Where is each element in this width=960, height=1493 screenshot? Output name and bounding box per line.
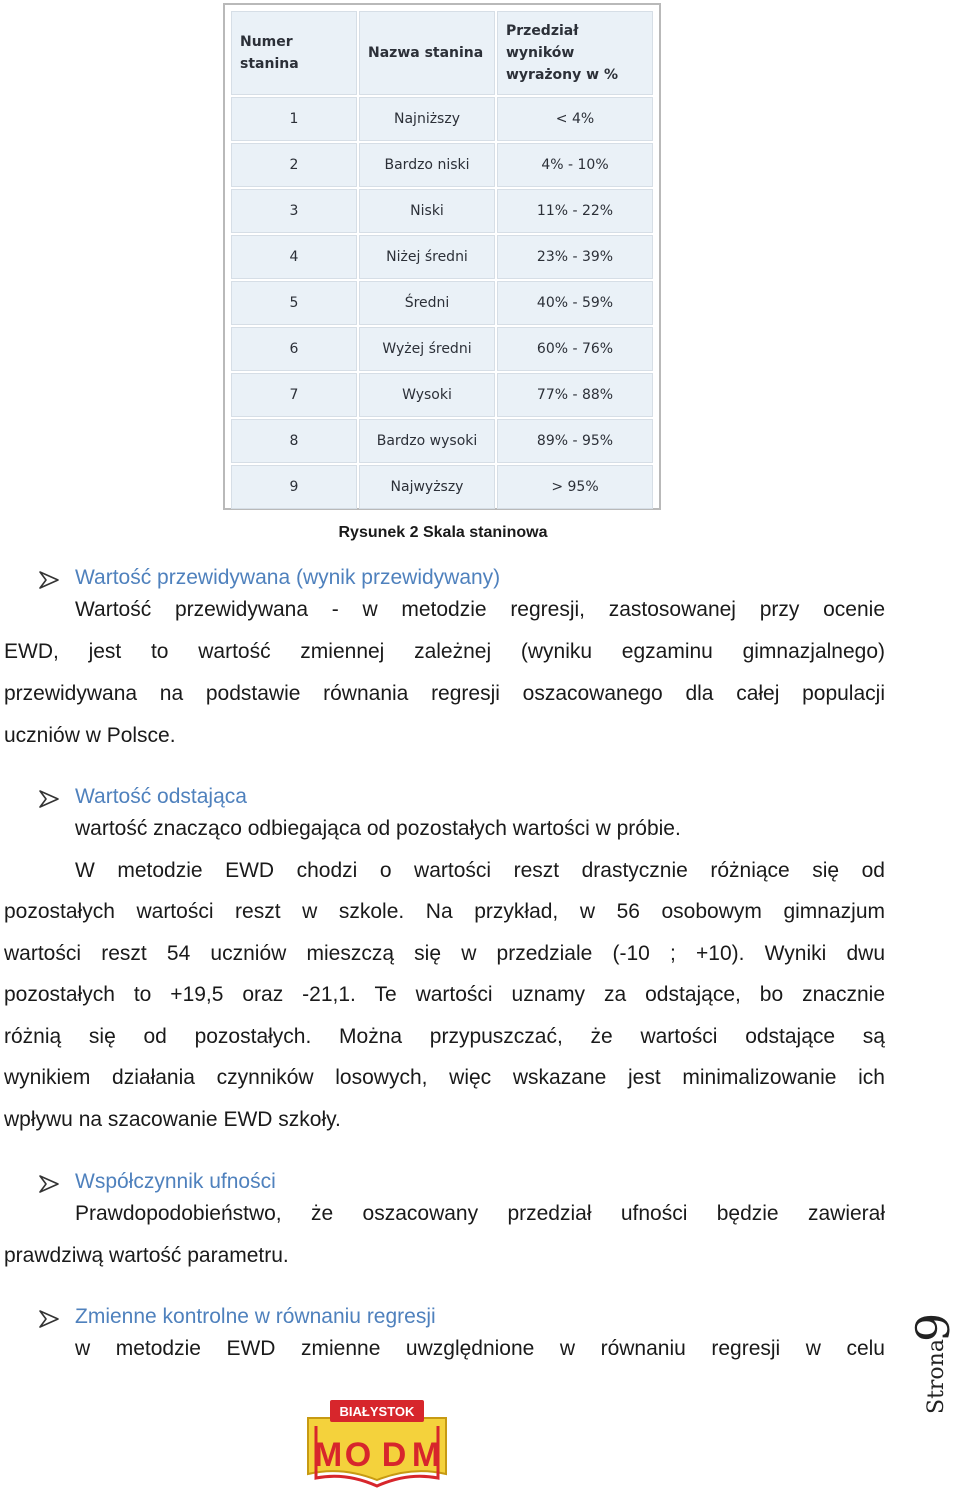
stanine-number: 6 [231,327,357,371]
score-range: 60% - 76% [497,327,653,371]
stanine-number: 5 [231,281,357,325]
table-row [231,419,653,463]
paragraph-line: wpływu na szacowanie EWD szkoły. [4,1108,341,1131]
table-row [231,465,653,509]
score-range: 11% - 22% [497,189,653,233]
paragraph-line: prawdziwą wartość parametru. [4,1244,289,1267]
paragraph-line: EWD, jest to wartość zmiennej zależnej (wyniku egzaminu gimnazjalnego) [4,640,885,663]
stanine-name: Niżej średni [359,235,495,279]
page-number: 9 [906,1312,960,1342]
arrow-bullet-icon [38,1174,62,1194]
section-heading: Wartość przewidywana (wynik przewidywany) [75,566,501,589]
paragraph-line: Wartość przewidywana - w metodzie regresji, zastosowanej przy ocenie [75,598,885,621]
paragraph-line: wynikiem działania czynników losowych, więc wskazane jest minimalizowanie ich [4,1066,885,1089]
header-stanine-number: Numer stanina [231,11,357,95]
table-row [231,327,653,371]
paragraph-line: wartości reszt 54 uczniów mieszczą się w przedziale (-10 ; +10). Wyniki dwu [4,942,885,965]
paragraph-line: uczniów w Polsce. [4,724,176,747]
stanine-name: Średni [359,281,495,325]
arrow-bullet-icon [38,789,62,809]
section-heading: Współczynnik ufności [75,1170,276,1193]
arrow-bullet-icon [38,1309,62,1329]
score-range: 40% - 59% [497,281,653,325]
score-range: 89% - 95% [497,419,653,463]
logo-top-text: BIAŁYSTOK [339,1404,415,1419]
page-number-marker [903,1290,960,1420]
stanine-number: 1 [231,97,357,141]
stanine-table [229,9,655,511]
paragraph-line: w metodzie EWD zmienne uwzględnione w równaniu regresji w celu [75,1337,885,1360]
stanine-table-figure [223,3,661,510]
logo-letter: M [411,1436,441,1474]
logo-letter: D [381,1436,407,1474]
stanine-name: Wysoki [359,373,495,417]
arrow-bullet-icon [38,570,62,590]
paragraph-line: Prawdopodobieństwo, że oszacowany przedział ufności będzie zawierał [75,1202,885,1225]
stanine-number: 4 [231,235,357,279]
table-row [231,143,653,187]
table-row [231,235,653,279]
paragraph-line: różnią się od pozostałych. Można przypuszczać, że wartości odstające są [4,1025,885,1048]
stanine-number: 2 [231,143,357,187]
logo-letter: M [313,1436,343,1474]
stanine-number: 9 [231,465,357,509]
table-header-row [231,11,653,95]
paragraph-line: pozostałych to +19,5 oraz -21,1. Te wartości uznamy za odstające, bo znacznie [4,983,885,1006]
table-row [231,281,653,325]
paragraph-line: przewidywana na podstawie równania regresji oszacowanego dla całej populacji [4,682,885,705]
table-row [231,373,653,417]
stanine-name: Najniższy [359,97,495,141]
stanine-number: 7 [231,373,357,417]
stanine-number: 3 [231,189,357,233]
stanine-name: Najwyższy [359,465,495,509]
header-score-range: Przedział wyników wyrażony w % [497,11,653,95]
score-range: 4% - 10% [497,143,653,187]
score-range: 77% - 88% [497,373,653,417]
figure-caption: Rysunek 2 Skala staninowa [338,524,548,541]
stanine-name: Bardzo niski [359,143,495,187]
score-range: < 4% [497,97,653,141]
section-heading: Wartość odstająca [75,785,247,808]
score-range: > 95% [497,465,653,509]
bialystok-modm-logo [302,1392,452,1490]
stanine-name: Bardzo wysoki [359,419,495,463]
paragraph-line: W metodzie EWD chodzi o wartości reszt drastycznie różniące się od [75,859,885,882]
paragraph-line: pozostałych wartości reszt w szkole. Na przykład, w 56 osobowym gimnazjum [4,900,885,923]
section-heading: Zmienne kontrolne w równaniu regresji [75,1305,436,1328]
table-row [231,189,653,233]
stanine-name: Niski [359,189,495,233]
stanine-number: 8 [231,419,357,463]
logo-letter: O [344,1436,372,1474]
stanine-name: Wyżej średni [359,327,495,371]
page-word: Strona [924,1339,949,1414]
header-stanine-name: Nazwa stanina [359,11,495,95]
table-row [231,97,653,141]
score-range: 23% - 39% [497,235,653,279]
paragraph-line: wartość znacząco odbiegająca od pozostałych wartości w próbie. [75,817,681,840]
